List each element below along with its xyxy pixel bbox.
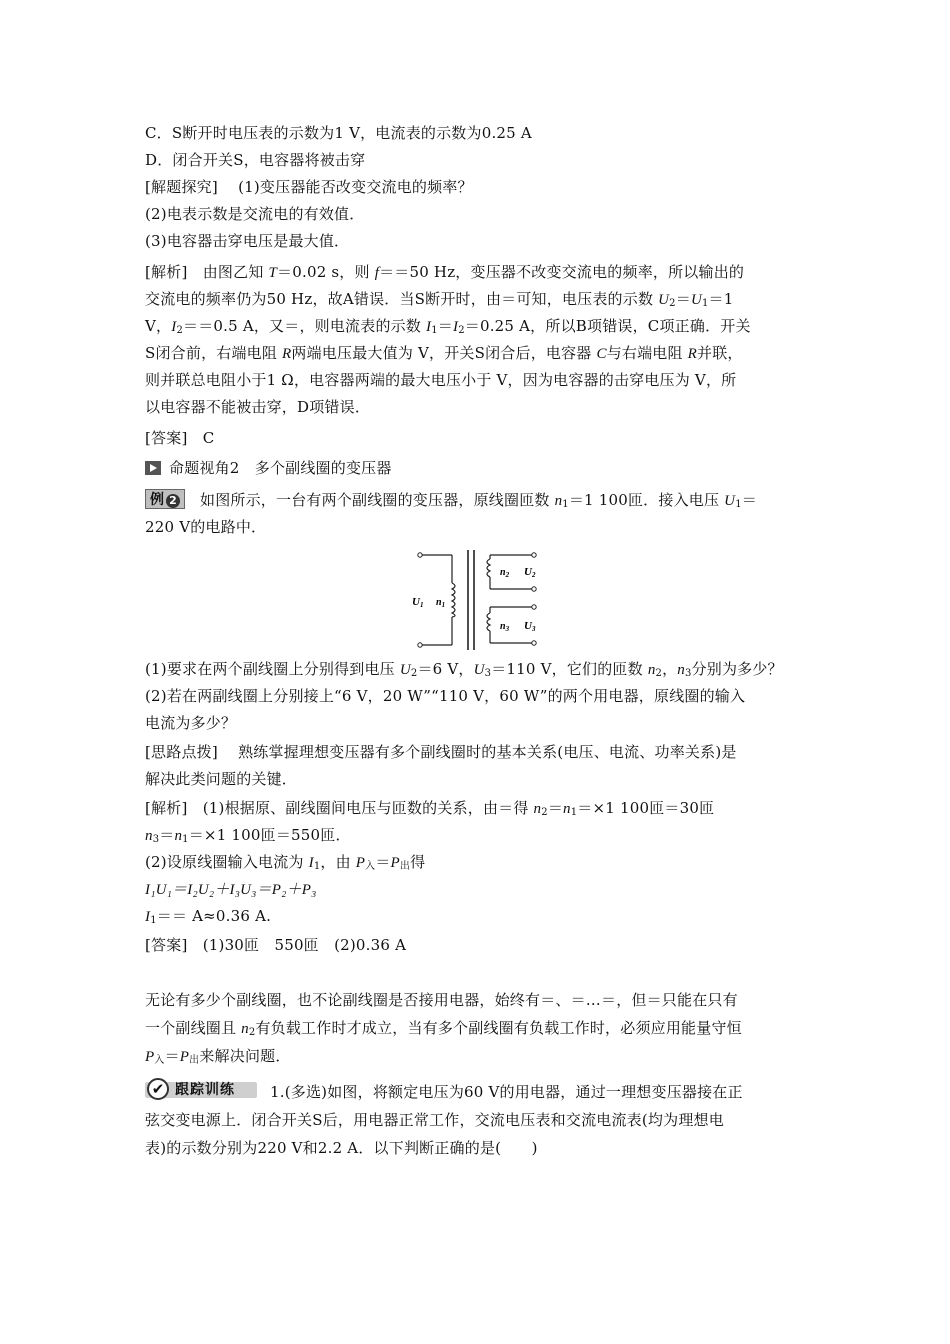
checkmark-icon: ✔ <box>147 1078 169 1100</box>
terminal-3 <box>532 553 536 557</box>
explore-line-1: [解题探究] (1)变压器能否改变交流电的频率？ <box>145 178 473 196</box>
summary-line-2: 一个副线圈且 $n_2$有负载工作时才成立，当有多个副线圈有负载工作时，必须应用能量守恒 <box>145 1019 742 1038</box>
analysis1-line-2: 交流电的频率仍为50 Hz，故A错误．当S断开时，由＝可知，电压表的示数 $U_2=U_1=1$ <box>145 290 734 309</box>
analysis2-line-2: $n_3=n_1=\times 1$ 100匝＝550匝． <box>145 826 351 845</box>
question2-2-line-2: 电流为多少？ <box>145 714 237 732</box>
label-n3: $n_3$ <box>500 621 510 633</box>
option-d: D．闭合开关S，电容器将被击穿 <box>145 151 366 169</box>
explore-tag: [解题探究] <box>145 178 218 196</box>
question2-1: (1)要求在两个副线圈上分别得到电压 $U_2=6$ V，$U_3=110$ V，它们的匝数 $n_2$，$n_3$分别为多少？ <box>145 660 783 679</box>
analysis1-line-6: 以电容器不能被击穿，D项错误． <box>145 398 371 416</box>
training-line-3: 表)的示数分别为220 V和2.2 A．以下判断正确的是( ) <box>145 1139 538 1157</box>
analysis1-line-1: [解析] 由图乙知 T＝0.02 s，则 f＝＝50 Hz，变压器不改变交流电的频率，所以输出的 <box>145 263 745 281</box>
training-line-2: 弦交变电源上．闭合开关S后，用电器正常工作，交流电压表和交流电流表(均为理想电 <box>145 1111 724 1129</box>
label-U3: U3 <box>524 620 536 633</box>
answer1: [答案] C <box>145 429 215 447</box>
answer2: [答案] (1)30匝 550匝 (2)0.36 A <box>145 936 407 954</box>
label-U2: U2 <box>524 566 536 579</box>
example2-line-2: 220 V的电路中． <box>145 518 267 536</box>
play-icon <box>145 461 161 475</box>
summary-line-3: $P_入=P_出$来解决问题． <box>145 1047 291 1066</box>
example-badge: 例 2 <box>145 489 185 509</box>
hint-line-2: 解决此类问题的关键． <box>145 770 298 788</box>
terminal-4 <box>532 587 536 591</box>
training-line-1: 1.(多选)如图，将额定电压为60 V的用电器，通过一理想变压器接在正 <box>270 1083 743 1101</box>
analysis1-line-3: V，$I_2==0.5$ A，又＝，则电流表的示数 $I_1=I_2=0.25$ A，所以B项错误，C项正确．开关 <box>145 317 751 336</box>
question2-2-line-1: (2)若在两副线圈上分别接上“6 V，20 W”“110 V，60 W”的两个用电器，原线圈的输入 <box>145 687 746 705</box>
explore-line-2: (2)电表示数是交流电的有效值． <box>145 205 365 223</box>
explore-line-3: (3)电容器击穿电压是最大值． <box>145 232 350 250</box>
transformer-diagram <box>410 545 560 655</box>
hint-line-1: [思路点拨] 熟练掌握理想变压器有多个副线圈时的基本关系(电压、电流、功率关系)是 <box>145 743 737 761</box>
label-n1: $n_1$ <box>436 597 446 609</box>
label-n2: $n_2$ <box>500 567 510 579</box>
terminal-1 <box>418 553 422 557</box>
label-U1: U1 <box>412 596 424 609</box>
terminal-5 <box>532 605 536 609</box>
section2-heading: 命题视角2 多个副线圈的变压器 <box>145 458 815 478</box>
analysis1-line-4: S闭合前，右端电阻 R两端电压最大值为 V，开关S闭合后，电容器 C与右端电阻 R并联， <box>145 344 743 362</box>
analysis2-line-3: (2)设原线圈输入电流为 $I_1$，由 $P_入=P_出$得 <box>145 853 426 872</box>
terminal-2 <box>418 643 422 647</box>
option-c: C．S断开时电压表的示数为1 V，电流表的示数为0.25 A <box>145 124 532 142</box>
analysis2-line-5: $I_1== A\approx 0.36$ A. <box>145 907 272 926</box>
terminal-6 <box>532 641 536 645</box>
analysis1-line-5: 则并联总电阻小于1 Ω，电容器两端的最大电压小于 V，因为电容器的击穿电压为 V，所 <box>145 371 737 389</box>
analysis2-line-1: [解析] (1)根据原、副线圈间电压与匝数的关系，由＝得 $n_2=n_1=\times 1$ 100匝＝30匝 <box>145 799 715 818</box>
summary-line-1: 无论有多少个副线圈，也不论副线圈是否接用电器，始终有＝、＝…＝，但＝只能在只有 <box>145 991 738 1009</box>
training-badge: ✔ 跟踪训练 <box>145 1078 257 1102</box>
example2-line-1: 如图所示，一台有两个副线圈的变压器，原线圈匝数 $n_1=1$ 100匝．接入电压 $U_1=$ <box>200 491 757 510</box>
analysis2-line-4: I₁U₁＝I₂U₂＋I₃U₃＝P₂＋P₃ <box>145 882 317 898</box>
